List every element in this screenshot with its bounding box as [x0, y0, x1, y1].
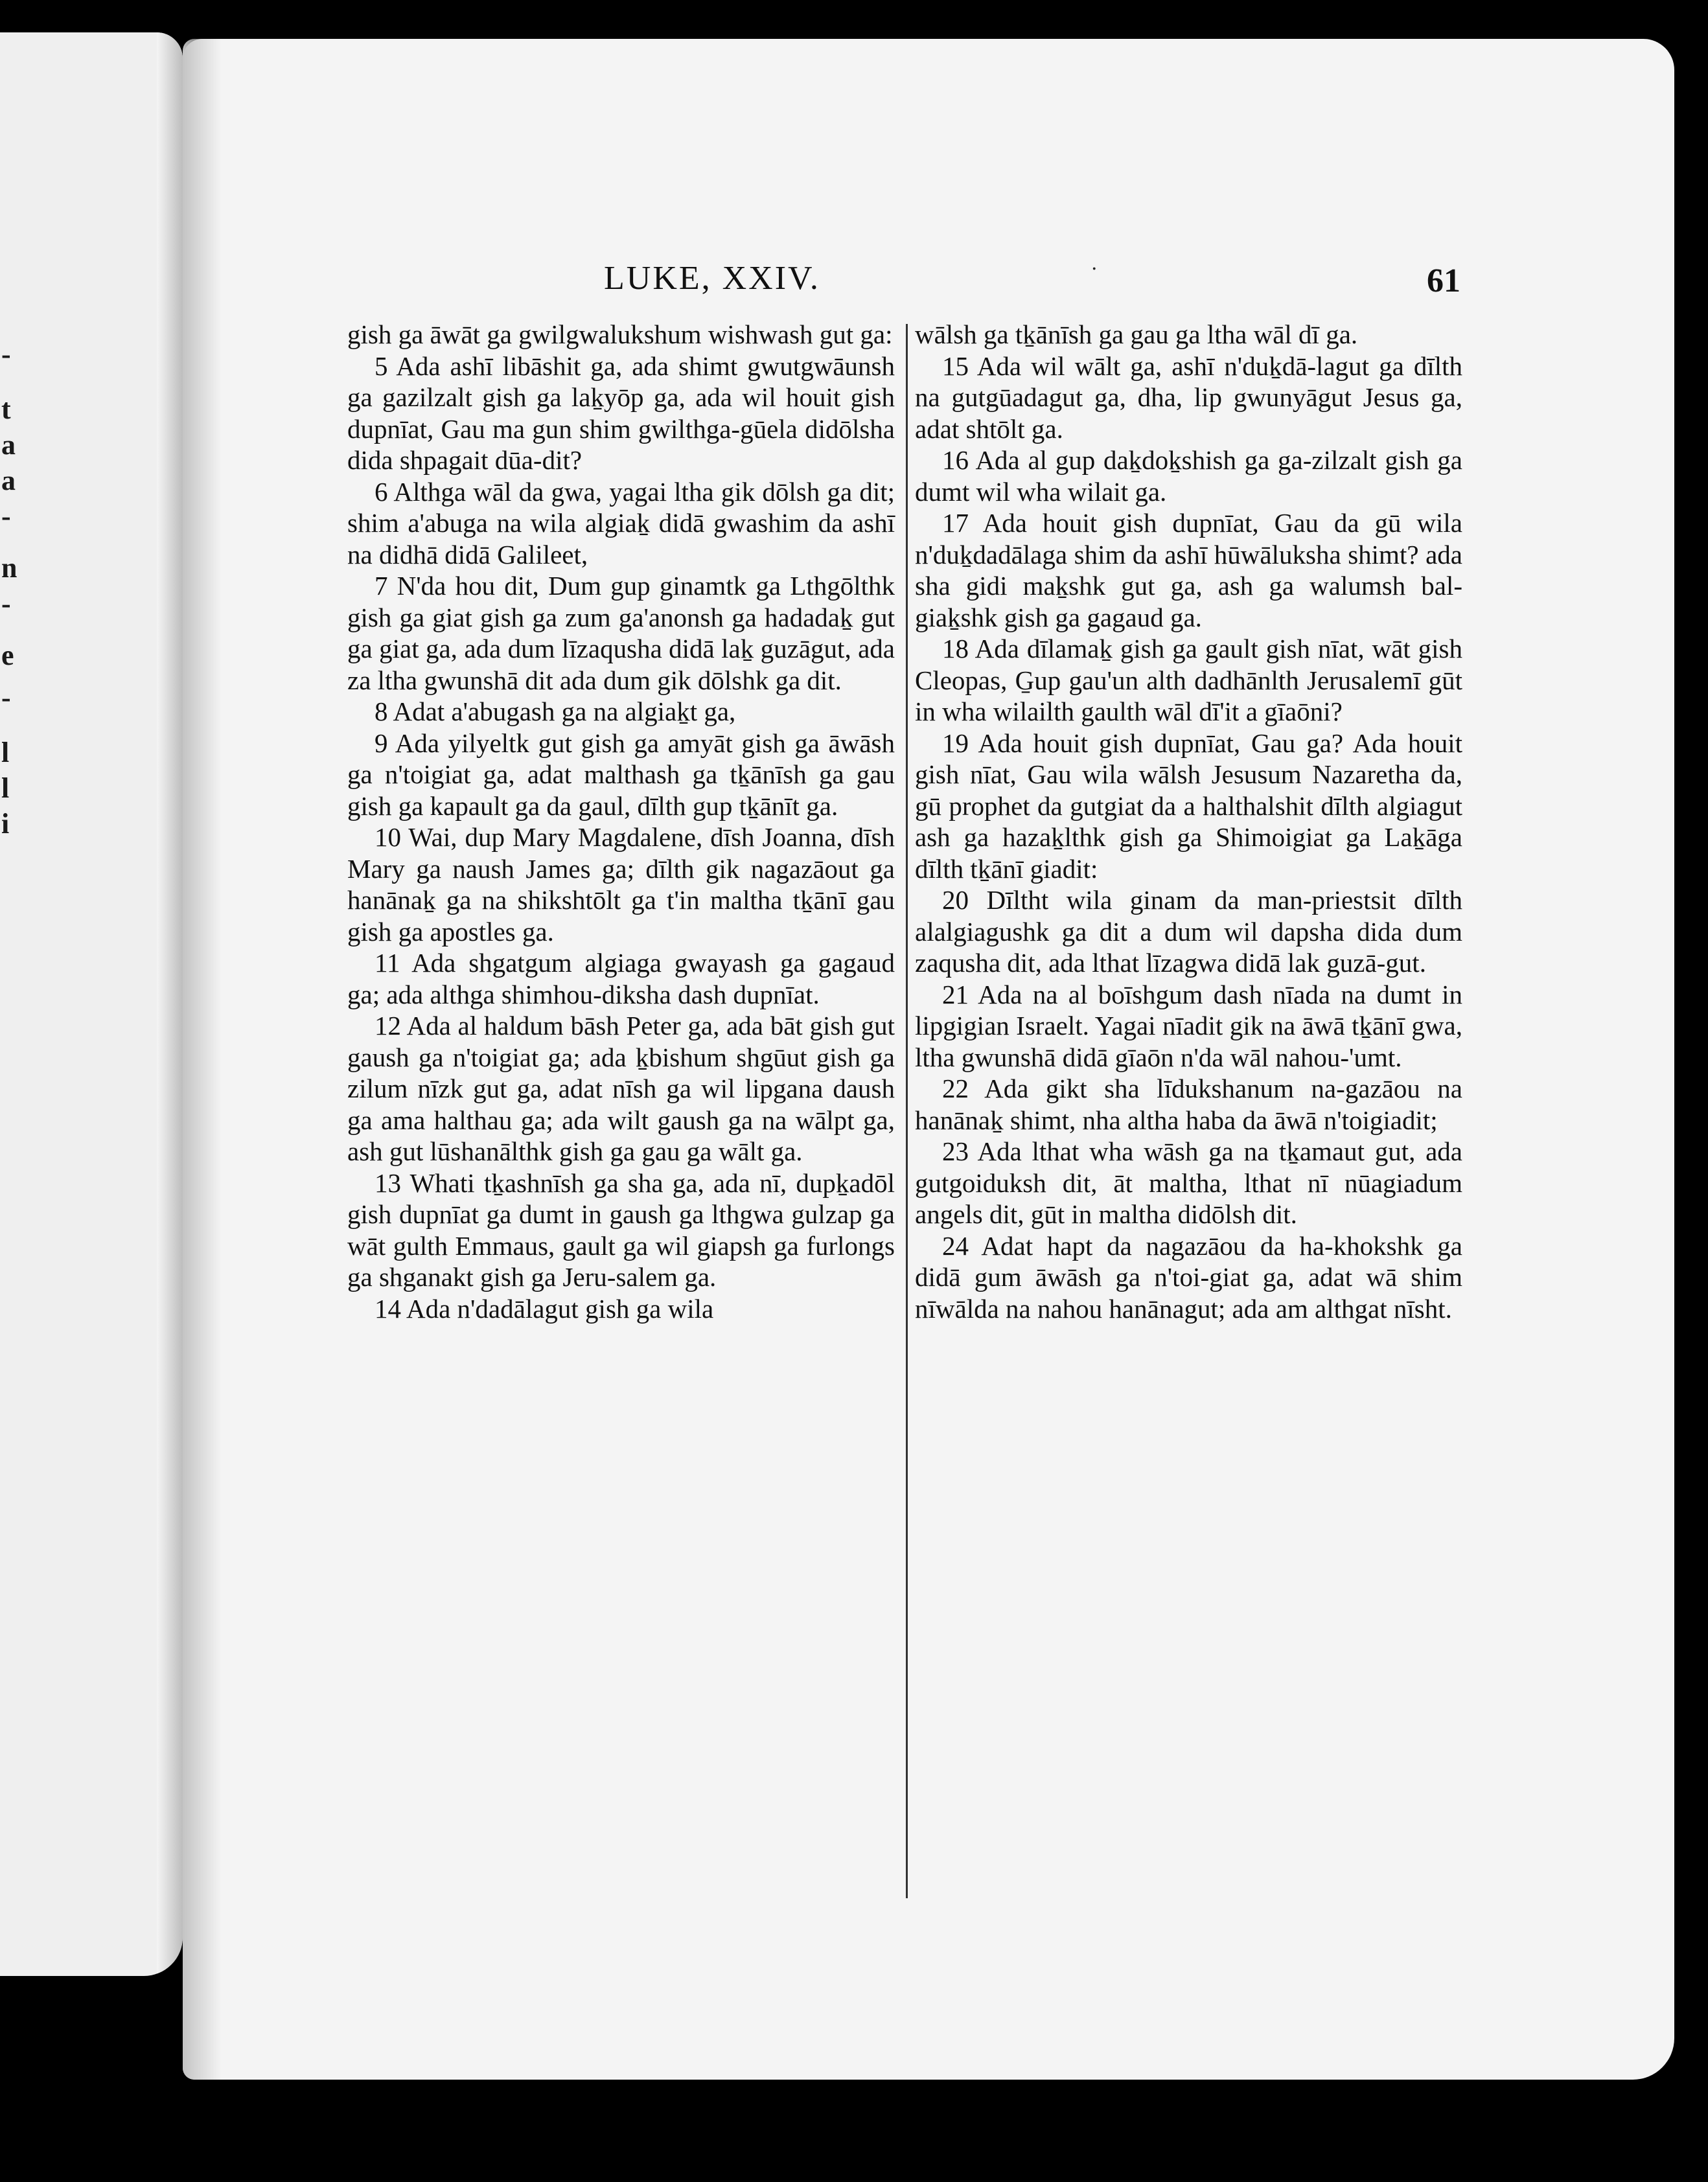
- verse-paragraph: 18 Ada dīlamaḵ gish ga gault gish nīat, wāt gish Cleopas, G̱up gau'un alth dadhānlth Jerusalemī gūt in wha wilailth gaulth wāl dī'it a gīaōni?: [915, 634, 1462, 726]
- facing-page-fragment: e: [1, 639, 14, 671]
- facing-page-fragment: -: [1, 500, 11, 532]
- running-header: LUKE, XXIV.: [604, 260, 820, 297]
- facing-page-fragment: l: [1, 772, 10, 804]
- text-column-left: [347, 319, 895, 1324]
- facing-page-fragment: n: [1, 552, 17, 584]
- facing-page-fragment: -: [1, 588, 11, 619]
- facing-page-fragment: l: [1, 737, 10, 768]
- verse-paragraph: 13 Whati tḵashnīsh ga sha ga, ada nī, dupḵadōl gish dupnīat ga dumt in gaush ga lthgwa gulzap ga wāt gulth Emmaus, gault ga wil giapsh ga furlongs ga shganakt gish ga Jeru-salem ga.: [347, 1167, 895, 1292]
- verse-paragraph: 9 Ada yilyeltk gut gish ga amyāt gish ga āwāsh ga n'toigiat ga, adat malthash ga tḵānīsh ga gau gish ga kapault ga da gaul, dīlth gup tḵānīt ga.: [347, 728, 895, 821]
- facing-page-fragment: -: [1, 338, 11, 370]
- verse-paragraph: 16 Ada al gup daḵdoḵshish ga ga-zilzalt gish ga dumt wil wha wilait ga.: [915, 445, 1462, 507]
- verse-paragraph: 7 N'da hou dit, Dum gup ginamtk ga Lthgōlthk gish ga giat gish ga zum ga'anonsh ga hadadaḵ gut ga giat ga, ada dum līzaqusha didā laḵ guzāgut, ada za ltha gwunshā dit ada dum gik dōlshk ga dit.: [347, 571, 895, 695]
- text-column-right: [915, 319, 1462, 1324]
- facing-page-fragment: a: [1, 465, 16, 496]
- column-divider: [906, 324, 908, 1898]
- page-spine-shadow: [183, 39, 222, 2080]
- verse-paragraph: 14 Ada n'dadālagut gish ga wila: [375, 1293, 714, 1324]
- verse-paragraph: 12 Ada al haldum bāsh Peter ga, ada bāt gish gut gaush ga n'toigiat ga; ada ḵbishum shgūut gish ga zilum nīzk gut ga, adat nīsh ga wil lipgana daush ga ama halthau ga; ada wilt gaush ga na wālpt ga, ash gut lūshanālthk gish ga gau ga wālt ga.: [347, 1011, 895, 1166]
- facing-page-fragment: i: [1, 808, 10, 840]
- verse-paragraph: 24 Adat hapt da nagazāou da ha-khokshk ga didā gum āwāsh ga n'toi-giat ga, adat wā shim nīwālda na nahou hanānagut; ada am althgat nīsht.: [915, 1230, 1462, 1324]
- verse-paragraph: 15 Ada wil wālt ga, ashī n'duḵdā-lagut ga dīlth na gutgūadagut ga, dha, lip gwunyāgut Jesus ga, adat shtōlt ga.: [915, 350, 1462, 444]
- verse-paragraph: 22 Ada gikt sha līdukshanum na-gazāou na hanānaḵ shimt, nha altha haba da āwā n'toigiadit;: [915, 1074, 1462, 1135]
- facing-page-fragment: -: [1, 682, 11, 713]
- facing-page-fragment: t: [1, 393, 11, 425]
- verse-paragraph: wālsh ga tḵānīsh ga gau ga ltha wāl dī ga.: [915, 319, 1358, 349]
- facing-page-fragment: a: [1, 429, 16, 461]
- verse-paragraph: 11 Ada shgatgum algiaga gwayash ga gagaud ga; ada althga shimhou-diksha dash dupnīat.: [347, 948, 895, 1009]
- verse-paragraph: 20 Dīltht wila ginam da man-priestsit dīlth alalgiagushk ga dit a dum wil dapsha dida dum zaqusha dit, ada lthat līzagwa didā lak guzā-gut.: [915, 885, 1462, 978]
- verse-paragraph: 17 Ada houit gish dupnīat, Gau da gū wila n'duḵdadālaga shim da ashī hūwāluksha shimt? ada sha gidi maḵshk gut ga, ash ga walumsh bal-giaḵshk gish ga gagaud ga.: [915, 508, 1462, 632]
- page-number: 61: [1427, 262, 1460, 299]
- verse-paragraph: 8 Adat a'abugash ga na algiaḵt ga,: [375, 696, 736, 726]
- verse-paragraph: 19 Ada houit gish dupnīat, Gau ga? Ada houit gish nīat, Gau wila wālsh Jesusum Nazaretha da, gū prophet da gutgiat da a halthalshit dīlth algiagut ash ga hazaḵlthk gish ga Shimoigiat ga Laḵāga dīlth tḵānī giadit:: [915, 728, 1462, 884]
- verse-paragraph: 23 Ada lthat wha wāsh ga na tḵamaut gut, ada gutgoiduksh dit, āt maltha, lthat nī nūagiadum angels dit, gūt in maltha didōlsh dit.: [915, 1136, 1462, 1229]
- facing-page-edge: [0, 32, 183, 1976]
- facing-page-gutter-shadow: [157, 32, 183, 1976]
- verse-paragraph: 6 Althga wāl da gwa, yagai ltha gik dōlsh ga dit; shim a'abuga na wila algiaḵ didā gwashim da ashī na didhā didā Galileet,: [347, 476, 895, 569]
- header-separator: ·: [1091, 258, 1098, 281]
- verse-paragraph: 21 Ada na al boīshgum dash nīada na dumt in lipgigian Israelt. Yagai nīadit gik na āwā tḵānī gwa, ltha gwunshā didā gīaōn n'da wāl nahou-'umt.: [915, 979, 1462, 1072]
- verse-paragraph: 10 Wai, dup Mary Magdalene, dīsh Joanna, dīsh Mary ga naush James ga; dīlth gik nagazāout ga hanānaḵ ga na shikshtōlt ga t'in maltha tḵānī gau gish ga apostles ga.: [347, 822, 895, 947]
- verse-paragraph: gish ga āwāt ga gwilgwalukshum wishwash gut ga:: [347, 319, 893, 349]
- verse-paragraph: 5 Ada ashī libāshit ga, ada shimt gwutgwāunsh ga gazilzalt gish ga laḵyōp ga, ada wil houit gish dupnīat, Gau ma gun shim gwilthga-gūela didōlsha dida shpagait dūa-dit?: [347, 350, 895, 475]
